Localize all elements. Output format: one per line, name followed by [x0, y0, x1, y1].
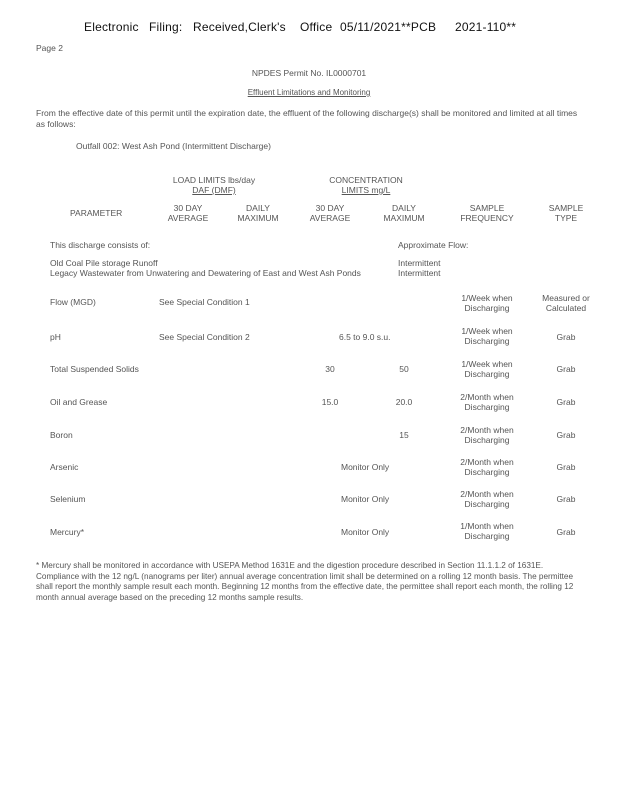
row-frequency [447, 457, 527, 477]
col-conc-daily-line2: MAXIMUM [383, 213, 425, 223]
row-load: See Special Condition 2 [159, 332, 250, 342]
row-frequency-line2: Discharging [464, 303, 510, 313]
col-load-daily-line2: MAXIMUM [237, 213, 279, 223]
intro-paragraph: From the effective date of this permit until the expiration date, the effluent of the following discharge(s) shall be monitored and limited at all times as follows: [36, 108, 578, 129]
row-conc-30day: 15.0 [321, 397, 339, 407]
row-conc-daily: 20.0 [395, 397, 413, 407]
row-frequency-line2: Discharging [464, 531, 510, 541]
col-load-30day-line1: 30 DAY [173, 203, 203, 213]
row-parameter: Oil and Grease [50, 397, 108, 407]
row-frequency-line2: Discharging [464, 402, 510, 412]
col-load-30day [158, 203, 218, 223]
row-type: Grab [556, 364, 576, 374]
concentration-line2: LIMITS mg/L [341, 185, 391, 195]
row-type: Grab [556, 462, 576, 472]
row-type: Grab [556, 332, 576, 342]
approx-flow-label: Approximate Flow: [398, 240, 469, 250]
load-limits-line1: LOAD LIMITS lbs/day [172, 175, 256, 185]
row-frequency-line1: 2/Month when [460, 425, 514, 435]
row-type: Grab [556, 397, 576, 407]
row-frequency [447, 425, 527, 445]
banner-office: Office [300, 20, 333, 34]
row-parameter: pH [50, 332, 61, 342]
source-1-flow: Intermittent [398, 258, 441, 268]
col-conc-30day-line2: AVERAGE [309, 213, 351, 223]
row-conc-daily: 50 [399, 364, 409, 374]
row-range: 6.5 to 9.0 s.u. [339, 332, 391, 342]
row-frequency-line1: 1/Week when [461, 293, 513, 303]
row-frequency-line1: 1/Week when [461, 326, 513, 336]
concentration-line1: CONCENTRATION [329, 175, 403, 185]
row-parameter: Selenium [50, 494, 86, 504]
page-number: Page 2 [36, 43, 63, 53]
col-parameter: PARAMETER [70, 208, 123, 218]
col-conc-30day-line1: 30 DAY [315, 203, 345, 213]
banner-number: 2021-110** [455, 20, 517, 34]
row-frequency-line2: Discharging [464, 499, 510, 509]
col-load-daily [228, 203, 288, 223]
col-conc-daily [374, 203, 434, 223]
section-title: Effluent Limitations and Monitoring [247, 88, 371, 97]
row-frequency [447, 489, 527, 509]
permit-title: NPDES Permit No. IL0000701 [251, 68, 367, 78]
col-sample-type-line2: TYPE [554, 213, 578, 223]
row-frequency-line1: 2/Month when [460, 392, 514, 402]
row-frequency [447, 359, 527, 379]
source-2-flow: Intermittent [398, 268, 441, 278]
row-range: Monitor Only [341, 494, 390, 504]
load-limits-line2: DAF (DMF) [192, 185, 236, 195]
col-sample-type [536, 203, 596, 223]
row-frequency-line1: 1/Month when [460, 521, 514, 531]
col-sample-frequency-line1: SAMPLE [469, 203, 505, 213]
row-frequency-line2: Discharging [464, 435, 510, 445]
col-load-30day-line2: AVERAGE [167, 213, 209, 223]
source-1: Old Coal Pile storage Runoff [50, 258, 158, 268]
row-type: Grab [556, 527, 576, 537]
row-parameter: Mercury* [50, 527, 85, 537]
banner-date: 05/11/2021**PCB [340, 20, 437, 34]
banner-filing: Filing: [149, 20, 183, 34]
row-type-line2: Calculated [545, 303, 587, 313]
row-frequency-line2: Discharging [464, 336, 510, 346]
row-parameter: Boron [50, 430, 73, 440]
col-conc-daily-line1: DAILY [392, 203, 416, 213]
row-type [530, 293, 602, 313]
row-parameter: Total Suspended Solids [50, 364, 139, 374]
row-parameter: Flow (MGD) [50, 297, 96, 307]
row-parameter: Arsenic [50, 462, 79, 472]
col-conc-30day [300, 203, 360, 223]
concentration-heading [312, 175, 420, 195]
row-conc-daily: 15 [399, 430, 409, 440]
row-frequency [447, 521, 527, 541]
row-type: Grab [556, 494, 576, 504]
row-range: Monitor Only [341, 462, 390, 472]
load-limits-heading [160, 175, 268, 195]
col-sample-frequency [450, 203, 524, 223]
source-2: Legacy Wastewater from Unwatering and Dewatering of East and West Ash Ponds [50, 268, 361, 278]
outfall-label: Outfall 002: West Ash Pond (Intermittent Discharge) [76, 141, 271, 151]
row-frequency-line2: Discharging [464, 369, 510, 379]
row-conc-30day: 30 [325, 364, 335, 374]
row-frequency-line1: 2/Month when [460, 457, 514, 467]
row-frequency-line1: 1/Week when [461, 359, 513, 369]
row-frequency [447, 326, 527, 346]
row-frequency [447, 392, 527, 412]
row-frequency [447, 293, 527, 313]
col-sample-frequency-line2: FREQUENCY [460, 213, 514, 223]
row-frequency-line1: 2/Month when [460, 489, 514, 499]
row-range: Monitor Only [341, 527, 390, 537]
row-type: Grab [556, 430, 576, 440]
mercury-footnote: * Mercury shall be monitored in accordance with USEPA Method 1631E and the digestion procedure described in Section 11.1.1.2 of 1631E. Compliance with the 12 ng/L (nanograms per liter) annual average concentration limit shall be determined on a rolling 12 month basis. The permittee shall report the monthly sample result each month. Beginning 12 months from the effective date, the permittee shall report each month, the rolling 12 month annual average based on the preceding 12 months sample results. [36, 561, 574, 602]
banner-electronic: Electronic [84, 20, 139, 34]
row-frequency-line2: Discharging [464, 467, 510, 477]
col-load-daily-line1: DAILY [246, 203, 270, 213]
row-type-line1: Measured or [542, 293, 590, 303]
col-sample-type-line1: SAMPLE [548, 203, 584, 213]
banner-received: Received,Clerk's [193, 20, 286, 34]
row-load: See Special Condition 1 [159, 297, 250, 307]
consists-label: This discharge consists of: [50, 240, 151, 250]
